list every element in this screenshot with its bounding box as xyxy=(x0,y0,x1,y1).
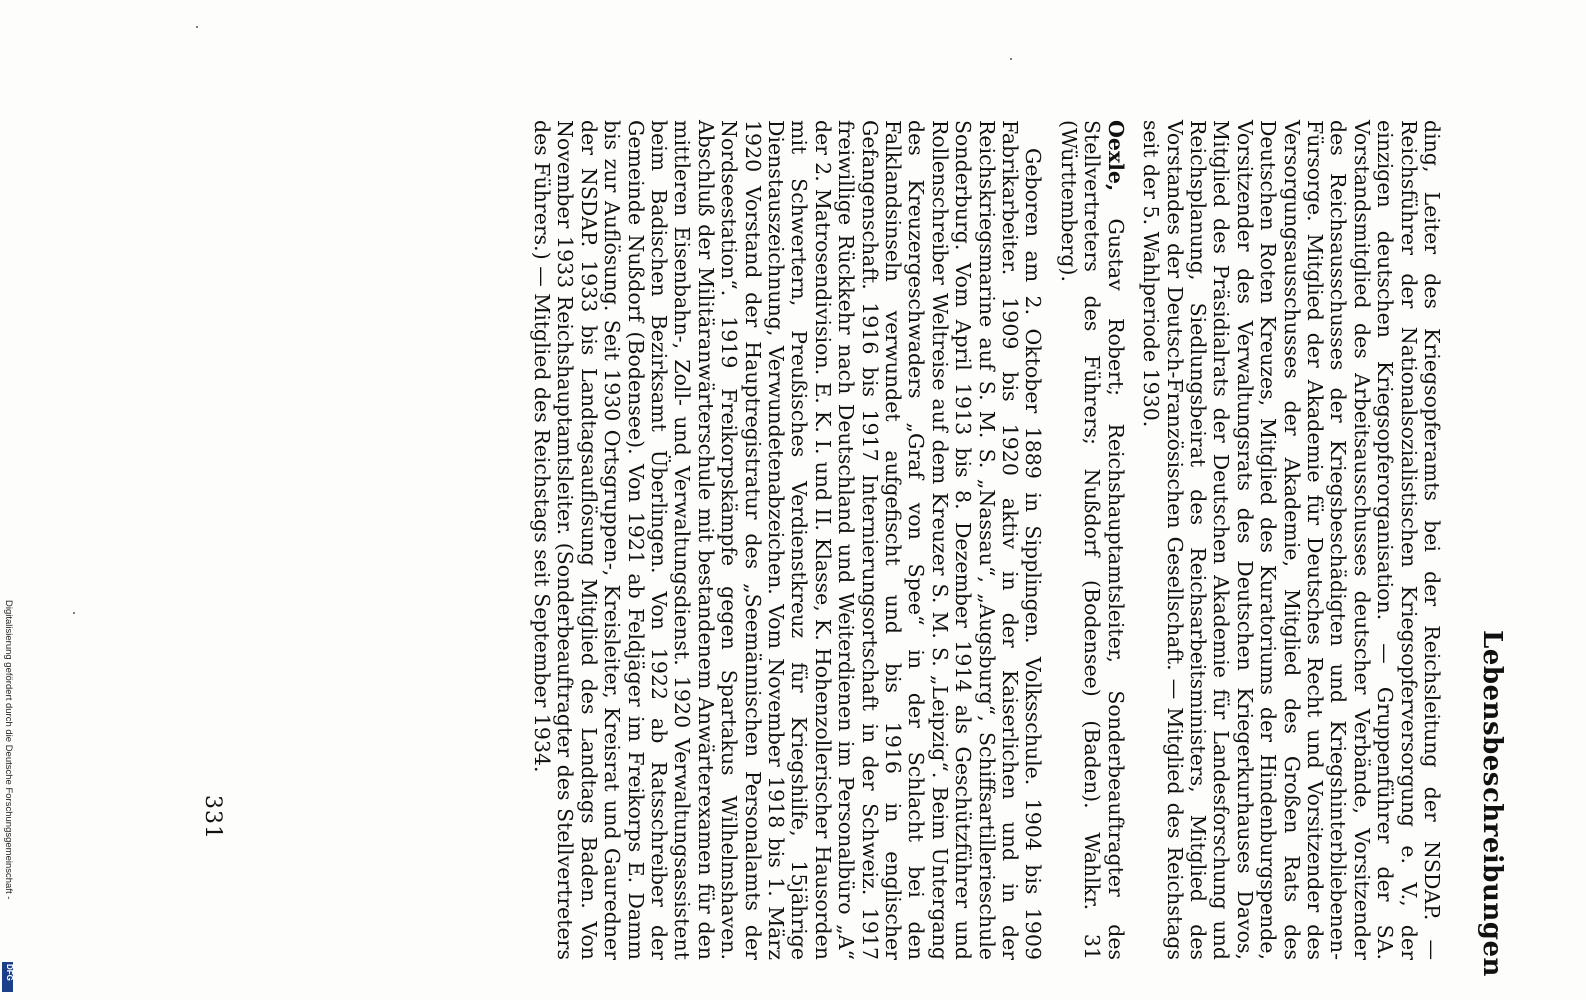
printed-page xyxy=(155,90,1515,990)
page-number: 331 xyxy=(200,795,225,840)
dfg-logo-text: DFG xyxy=(5,964,14,981)
continuation-paragraph: ding, Leiter des Kriegsopferamts bei der Reichsleitung der NSDAP. — Reichsführer der Nationalsozialistischen Kriegsopferversorgung e. V., der einzigen deutschen Kriegsopferorganisation. — Gruppenführer der SA. Vorstandsmitglied des Arbeitsausschusses deutscher Verbände, Vorsitzender des Reichsausschusses der Kriegsbeschädigten und Kriegshinterbliebenen-Fürsorge. Mitglied der Akademie für Deutsches Recht und Vorsitzender des Versorgungsausschusses der Akademie, Mitglied des Großen Rats des Deutschen Roten Kreuzes, Mitglied des Kuratoriums der Hindenburgspende, Vorsitzender des Verwaltungsrats des Deutschen Kriegerkurhauses Davos, Mitglied des Präsidialrats der Deutschen Akademie für Landesforschung und Reichsplanung, Siedlungsbeirat des Reichsarbeitsministers, Mitglied des Vorstandes der Deutsch-Französischen Gesellschaft. — Mitglied des Reichstags seit der 5. Wahlperiode 1930. xyxy=(1139,120,1444,960)
digitization-footer xyxy=(0,600,14,1000)
scan-speck xyxy=(196,26,198,28)
entry-name: Oexle, xyxy=(1103,120,1128,192)
scan-speck xyxy=(73,612,75,614)
page-body xyxy=(518,120,1443,960)
dfg-logo xyxy=(2,962,13,992)
running-head: Lebensbeschreibungen xyxy=(1477,630,1507,977)
entry-biography: Geboren am 2. Oktober 1889 in Sipplingen. Volksschule. 1904 bis 1909 Fabrikarbeiter. 1909 bis 1920 aktiv in der Kaiserlichen und in der Reichskriegsmarine auf S. M. S. „Nassau“, „Augsburg“, Schiffsartillerieschule Sonderburg. Vom April 1913 bis 8. Dezember 1914 als Geschützführer und Rollenschreiber Weltreise auf dem Kreuzer S. M. S. „Leipzig“. Beim Untergang des Kreuzergeschwaders „Graf von Spee“ in der Schlacht bei den Falklandsinseln verwundet aufgefischt und bis 1916 in englischer Gefangenschaft. 1916 bis 1917 Internierungsortschaft in der Schweiz. 1917 freiwillige Rückkehr nach Deutschland und Weiterdienen im Personalbüro „A“ der 2. Matrosendivision. E. K. I. und II. Klasse, K. Hohenzollerischer Hausorden mit Schwertern, Preußisches Verdienstkreuz für Kriegshilfe, 15jährige Dienstauszeichnung, Verwundetenabzeichen. Vom November 1918 bis 1. März 1920 Vorstand der Hauptregistratur des „Seemännischen Personalamts der Nordseestation“. 1919 Freikorpskämpfe gegen Spartakus Wilhelmshaven. Abschluß der Militäranwärterschule mit bestandenem Anwärterexamen für den mittleren Eisenbahn-, Zoll- und Verwaltungsdienst. 1920 Verwaltungsassistent beim Badischen Bezirksamt Überlingen. Von 1922 ab Ratsschreiber der Gemeinde Nußdorf (Bodensee). Von 1921 ab Feldjäger im Freikorps E. Damm bis zur Auflösung. Seit 1930 Ortsgruppen-, Kreisleiter, Kreisrat und Gauredner der NSDAP. 1933 bis Landtagsauflösung Mitglied des Landtags Baden. Von November 1933 Reichshauptamtsleiter. (Sonderbeauftragter des Stellvertreters des Führers.) — Mitglied des Reichstags seit September 1934. xyxy=(529,120,1046,960)
rotated-page-container xyxy=(155,90,1515,990)
entry-header-rest: Gustav Robert; Reichshauptamtsleiter, Sonderbeauftragter des Stellvertreters des Führers; Nußdorf (Bodensee) (Baden). Wahlkr. 31 (Württemberg). xyxy=(1056,120,1128,960)
scan-speck xyxy=(1010,58,1012,60)
entry-header xyxy=(1057,120,1127,960)
digitization-note: Digitalisierung gefördert durch die Deutsche Forschungsgemeinschaft - xyxy=(3,600,14,900)
